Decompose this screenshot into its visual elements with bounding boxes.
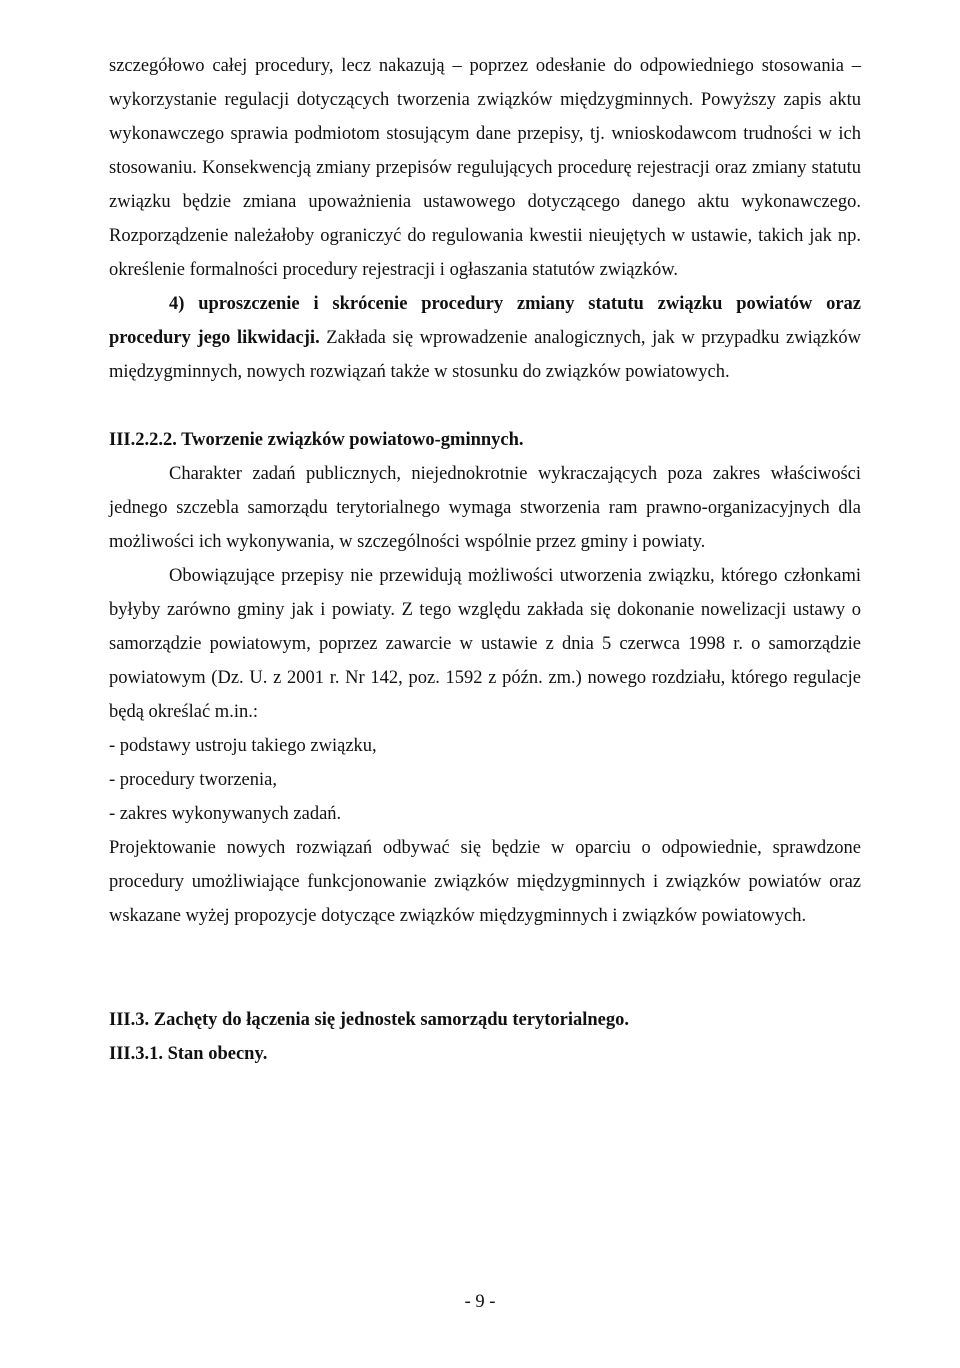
point-4-text: Zakłada się wprowadzenie analogicznych, jak w przypadku związków międzygminnych, nowych rozwiązań także w stosunku do związków powiatowych. xyxy=(109,328,861,382)
point-4-paragraph xyxy=(109,287,861,389)
list-item: - podstawy ustroju takiego związku, xyxy=(109,736,377,756)
body-paragraph: Projektowanie nowych rozwiązań odbywać się będzie w oparciu o odpowiednie, sprawdzone procedury umożliwiające funkcjonowanie związków międzygminnych i związków powiatów oraz wskazane wyżej propozycje dotyczące związków międzygminnych i związków powiatowych. xyxy=(109,838,861,926)
point-4-heading: 4) uproszczenie i skrócenie procedury zmiany statutu związku powiatów oraz procedury jego likwidacji. xyxy=(109,294,861,348)
section-heading-III-2-2-2: III.2.2.2. Tworzenie związków powiatowo-gminnych. xyxy=(109,430,524,450)
body-paragraph: szczegółowo całej procedury, lecz nakazują – poprzez odesłanie do odpowiedniego stosowania – wykorzystanie regulacji dotyczących tworzenia związków międzygminnych. Powyższy zapis aktu wykonawczego sprawia podmiotom stosującym dane przepisy, tj. wnioskodawcom trudności w ich stosowaniu. Konsekwencją zmiany przepisów regulujących procedurę rejestracji oraz zmiany statutu związku będzie zmiana upoważnienia ustawowego dotyczącego danego aktu wykonawczego. Rozporządzenie należałoby ograniczyć do regulowania kwestii nieujętych w ustawie, takich jak np. określenie formalności procedury rejestracji i ogłaszania statutów związków. xyxy=(109,56,861,280)
spacer xyxy=(109,933,861,1003)
document-page xyxy=(109,49,861,1071)
list-item: - procedury tworzenia, xyxy=(109,770,277,790)
body-paragraph: Charakter zadań publicznych, niejednokrotnie wykraczających poza zakres właściwości jednego szczebla samorządu terytorialnego wymaga stworzenia ram prawno-organizacyjnych dla możliwości ich wykonywania, w szczególności wspólnie przez gminy i powiaty. xyxy=(109,464,861,552)
subsection-heading-III-3-1: III.3.1. Stan obecny. xyxy=(109,1044,268,1064)
list-item: - zakres wykonywanych zadań. xyxy=(109,804,342,824)
body-paragraph: Obowiązujące przepisy nie przewidują możliwości utworzenia związku, którego członkami byłyby zarówno gminy jak i powiaty. Z tego względu zakłada się dokonanie nowelizacji ustawy o samorządzie powiatowym, poprzez zawarcie w ustawie z dnia 5 czerwca 1998 r. o samorządzie powiatowym (Dz. U. z 2001 r. Nr 142, poz. 1592 z późn. zm.) nowego rozdziału, którego regulacje będą określać m.in.: xyxy=(109,566,861,722)
spacer xyxy=(109,389,861,423)
page-number: - 9 - xyxy=(464,1292,496,1312)
section-heading-III-3: III.3. Zachęty do łączenia się jednostek samorządu terytorialnego. xyxy=(109,1010,630,1030)
